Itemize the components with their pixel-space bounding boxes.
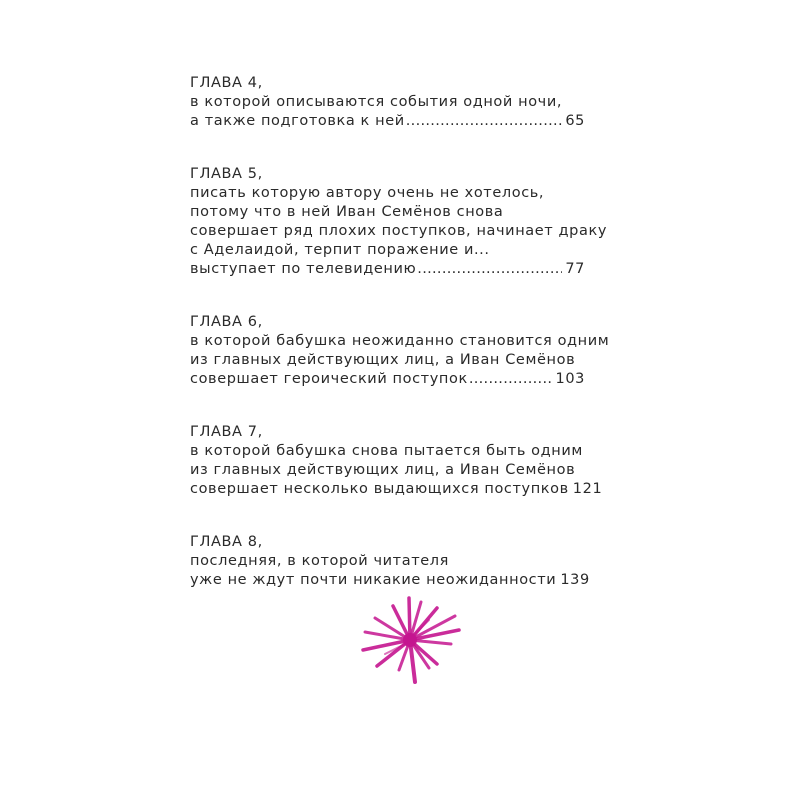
toc-entry-line — [190, 112, 585, 131]
toc-chapter-8 — [190, 533, 590, 590]
chapter-description-line: из главных действующих лиц, а Иван Семёнов — [190, 352, 576, 368]
magenta-crayon-burst-icon — [355, 594, 465, 686]
chapter-description-line: писать которую автору очень не хотелось, — [190, 185, 545, 201]
toc-chapter-5 — [190, 165, 607, 279]
chapter-heading: ГЛАВА 7, — [190, 424, 263, 440]
dot-leader — [406, 112, 563, 131]
toc-entry-line — [190, 480, 603, 499]
chapter-description-line: в которой бабушка снова пытается быть одним — [190, 443, 583, 459]
page-number: 139 — [560, 572, 590, 588]
toc-entry-line — [190, 370, 585, 389]
table-of-contents — [190, 74, 610, 624]
chapter-description-line: последняя, в которой читателя — [190, 553, 449, 569]
chapter-description-line: уже не ждут почти никакие неожиданности — [190, 572, 557, 588]
chapter-description-line: из главных действующих лиц, а Иван Семёнов — [190, 462, 576, 478]
page-number: 121 — [572, 481, 603, 497]
chapter-heading: ГЛАВА 4, — [190, 75, 263, 91]
dot-leader — [469, 370, 553, 389]
chapter-description-line: совершает ряд плохих поступков, начинает драку — [190, 223, 607, 239]
page-number: 77 — [565, 261, 585, 277]
chapter-description-line: в которой описываются события одной ночи, — [190, 94, 563, 110]
chapter-description-line: выступает по телевидению — [190, 261, 417, 277]
page-number: 65 — [565, 113, 585, 129]
chapter-description-line: совершает несколько выдающихся поступков — [190, 481, 569, 497]
page-number: 103 — [555, 371, 585, 387]
chapter-description-line: а также подготовка к ней — [190, 113, 405, 129]
chapter-description-line: в которой бабушка неожиданно становится одним — [190, 333, 610, 349]
dot-leader — [417, 260, 562, 279]
toc-entry-line — [190, 571, 590, 590]
chapter-description-line: с Аделаидой, терпит поражение и... — [190, 242, 490, 258]
chapter-heading: ГЛАВА 6, — [190, 314, 263, 330]
toc-chapter-6 — [190, 313, 610, 389]
chapter-heading: ГЛАВА 5, — [190, 166, 263, 182]
chapter-heading: ГЛАВА 8, — [190, 534, 263, 550]
chapter-description-line: потому что в ней Иван Семёнов снова — [190, 204, 504, 220]
toc-chapter-7 — [190, 423, 603, 499]
toc-chapter-4 — [190, 74, 585, 131]
chapter-description-line: совершает героический поступок — [190, 371, 468, 387]
toc-entry-line — [190, 260, 585, 279]
